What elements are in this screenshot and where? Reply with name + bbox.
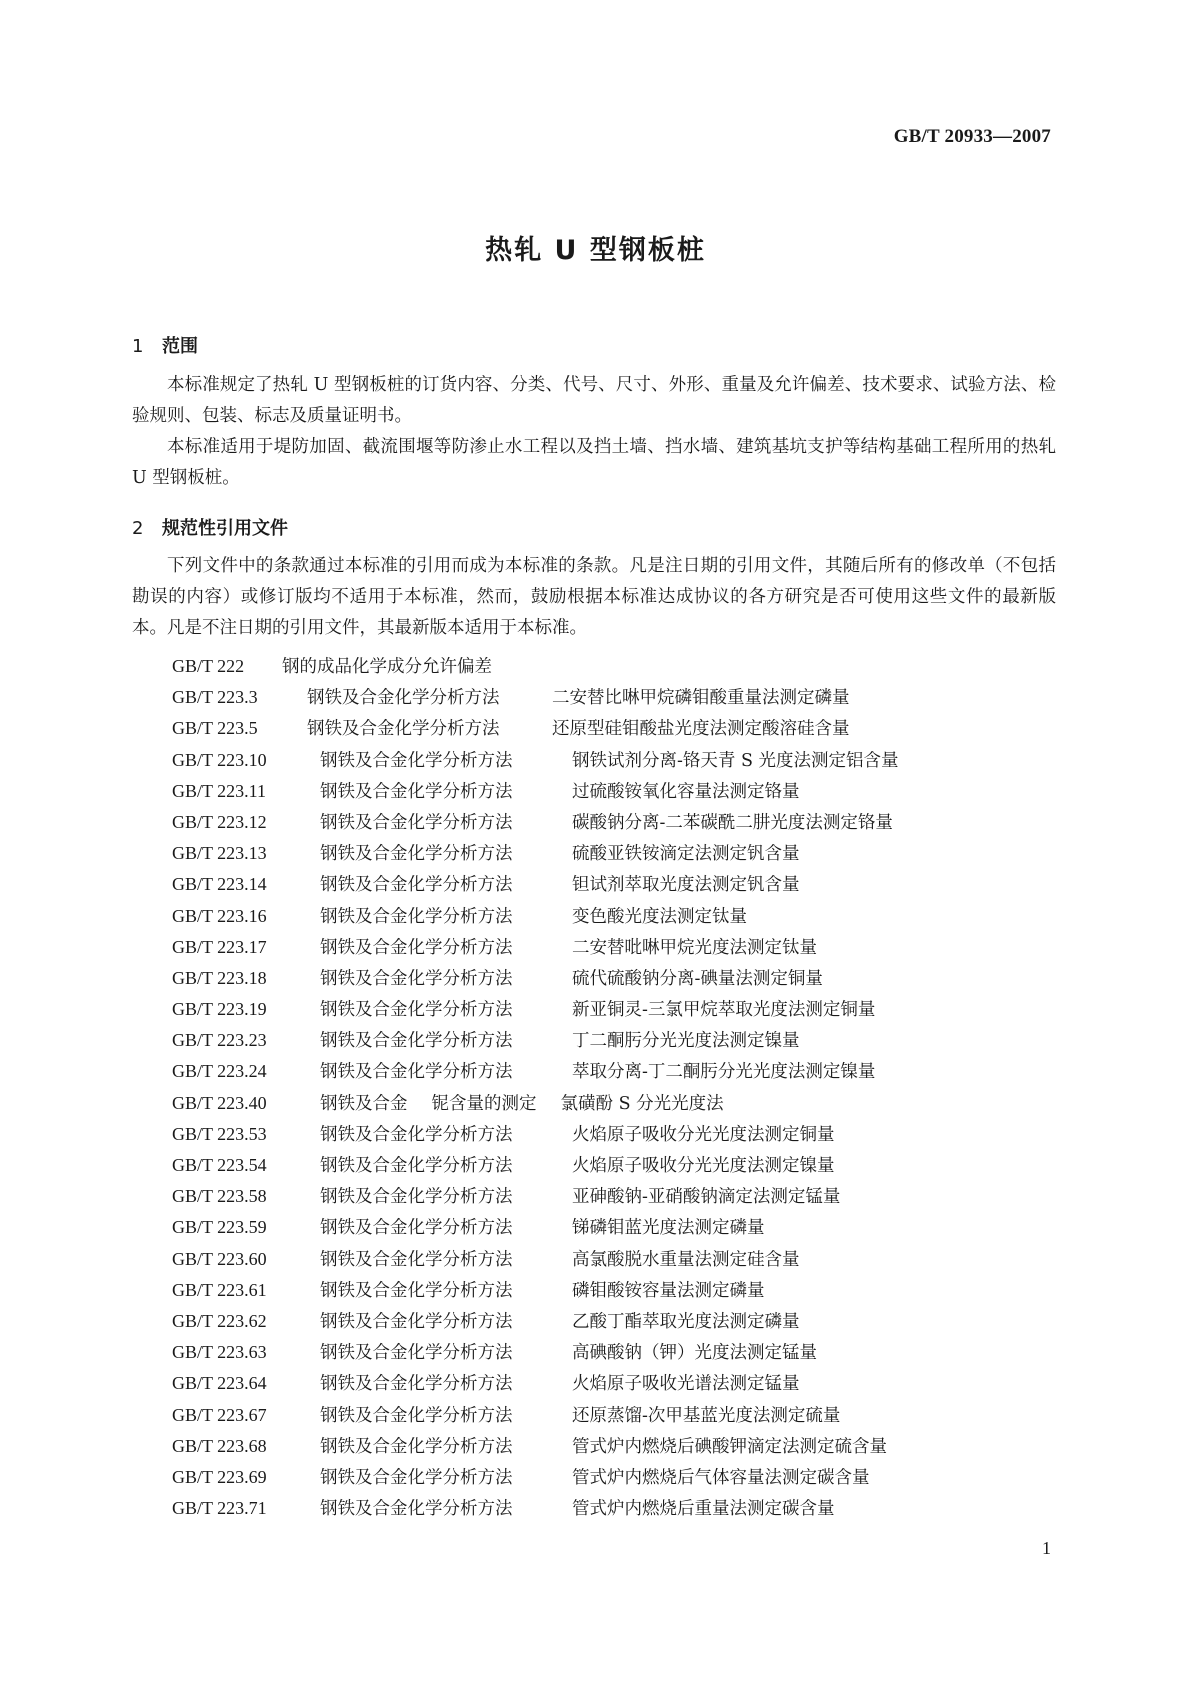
reference-item xyxy=(172,963,1052,994)
reference-subtitle: 管式炉内燃烧后气体容量法测定碳含量 xyxy=(572,1467,870,1488)
reference-code: GB/T 223.3 xyxy=(172,687,258,708)
reference-subtitle: 磷钼酸铵容量法测定磷量 xyxy=(572,1280,765,1301)
reference-subtitle: 硫代硫酸钠分离-碘量法测定铜量 xyxy=(572,968,823,989)
reference-mid-title: 铌含量的测定 xyxy=(431,1093,537,1114)
reference-title: 钢铁及合金化学分析方法 xyxy=(320,812,513,833)
reference-code: GB/T 223.16 xyxy=(172,905,267,926)
reference-item xyxy=(172,776,1052,807)
reference-item xyxy=(172,1212,1052,1243)
reference-item xyxy=(172,682,1052,713)
reference-title: 钢铁及合金化学分析方法 xyxy=(320,1156,513,1176)
reference-code: GB/T 223.69 xyxy=(172,1466,267,1487)
section-title: 规范性引用文件 xyxy=(162,518,288,539)
reference-title: 钢的成品化学成分允许偏差 xyxy=(282,657,492,677)
reference-title: 钢铁及合金 xyxy=(320,1093,408,1114)
reference-code: GB/T 223.63 xyxy=(172,1342,267,1363)
reference-item xyxy=(172,1462,1052,1493)
scope-paragraph-1: 本标准规定了热轧 U 型钢板桩的订货内容、分类、代号、尺寸、外形、重量及允许偏差、技术要求、试验方法、检验规则、包装、标志及质量证明书。 xyxy=(132,375,1056,426)
reference-code: GB/T 223.60 xyxy=(172,1248,267,1269)
reference-title: 钢铁及合金化学分析方法 xyxy=(307,688,500,709)
reference-title: 钢铁及合金化学分析方法 xyxy=(320,1031,513,1052)
reference-title: 钢铁及合金化学分析方法 xyxy=(320,1124,513,1145)
reference-subtitle: 亚砷酸钠-亚硝酸钠滴定法测定锰量 xyxy=(572,1187,841,1208)
reference-item xyxy=(172,838,1052,869)
reference-title: 钢铁及合金化学分析方法 xyxy=(320,750,513,771)
reference-item xyxy=(172,1493,1052,1524)
reference-code: GB/T 223.54 xyxy=(172,1155,267,1175)
reference-subtitle: 高碘酸钠（钾）光度法测定锰量 xyxy=(572,1343,817,1364)
reference-title: 钢铁及合金化学分析方法 xyxy=(320,1467,513,1488)
reference-title: 钢铁及合金化学分析方法 xyxy=(320,1062,513,1083)
reference-code: GB/T 223.61 xyxy=(172,1279,267,1300)
reference-code: GB/T 223.68 xyxy=(172,1435,267,1456)
reference-subtitle: 钽试剂萃取光度法测定钒含量 xyxy=(572,875,800,896)
reference-title: 钢铁及合金化学分析方法 xyxy=(320,968,513,989)
reference-subtitle: 管式炉内燃烧后碘酸钾滴定法测定硫含量 xyxy=(572,1436,887,1457)
reference-subtitle: 高氯酸脱水重量法测定硅含量 xyxy=(572,1249,800,1270)
reference-title: 钢铁及合金化学分析方法 xyxy=(320,937,513,958)
reference-code: GB/T 223.59 xyxy=(172,1217,267,1238)
reference-code: GB/T 223.62 xyxy=(172,1310,267,1331)
reference-subtitle: 火焰原子吸收分光光度法测定铜量 xyxy=(572,1124,835,1145)
reference-code: GB/T 223.71 xyxy=(172,1498,267,1519)
reference-subtitle: 火焰原子吸收光谱法测定锰量 xyxy=(572,1374,800,1395)
reference-subtitle: 钢铁试剂分离-铬天青 S 光度法测定铝含量 xyxy=(572,750,899,771)
reference-code: GB/T 223.14 xyxy=(172,874,267,895)
reference-item xyxy=(172,713,1052,744)
reference-subtitle: 二安替比啉甲烷磷钼酸重量法测定磷量 xyxy=(552,688,850,709)
reference-title: 钢铁及合金化学分析方法 xyxy=(320,1280,513,1301)
reference-title: 钢铁及合金化学分析方法 xyxy=(320,875,513,896)
reference-subtitle: 萃取分离-丁二酮肟分光光度法测定镍量 xyxy=(572,1062,876,1083)
reference-code: GB/T 223.10 xyxy=(172,749,267,770)
references-intro-paragraph: 下列文件中的条款通过本标准的引用而成为本标准的条款。凡是注日期的引用文件，其随后所有的修改单（不包括勘误的内容）或修订版均不适用于本标准，然而，鼓励根据本标准达成协议的各方研究是否可使用这些文件的最新版本。凡是不注日期的引用文件，其最新版本适用于本标准。 xyxy=(132,556,1056,638)
reference-item xyxy=(172,1088,1052,1119)
reference-subtitle: 锑磷钼蓝光度法测定磷量 xyxy=(572,1218,765,1239)
reference-code: GB/T 223.17 xyxy=(172,936,267,957)
reference-code: GB/T 223.19 xyxy=(172,999,267,1020)
reference-subtitle: 丁二酮肟分光光度法测定镍量 xyxy=(572,1031,800,1052)
reference-title: 钢铁及合金化学分析方法 xyxy=(320,1405,513,1426)
reference-subtitle: 还原蒸馏-次甲基蓝光度法测定硫量 xyxy=(572,1405,841,1426)
reference-item xyxy=(172,1431,1052,1462)
reference-title: 钢铁及合金化学分析方法 xyxy=(320,1436,513,1457)
reference-item xyxy=(172,1368,1052,1399)
reference-list xyxy=(172,651,1052,1524)
reference-code: GB/T 223.53 xyxy=(172,1123,267,1144)
reference-subtitle: 变色酸光度法测定钛量 xyxy=(572,906,747,927)
reference-subtitle: 硫酸亚铁铵滴定法测定钒含量 xyxy=(572,844,800,865)
reference-title: 钢铁及合金化学分析方法 xyxy=(320,1343,513,1364)
reference-item xyxy=(172,1244,1052,1275)
reference-item xyxy=(172,869,1052,900)
reference-code: GB/T 223.18 xyxy=(172,967,267,988)
reference-title: 钢铁及合金化学分析方法 xyxy=(320,1374,513,1395)
reference-item xyxy=(172,1337,1052,1368)
reference-item xyxy=(172,1275,1052,1306)
reference-code: GB/T 223.11 xyxy=(172,780,267,801)
standard-code: GB/T 20933—2007 xyxy=(893,126,1051,147)
reference-item xyxy=(172,932,1052,963)
reference-item xyxy=(172,1119,1052,1150)
reference-code: GB/T 223.13 xyxy=(172,843,267,864)
section-heading-normative-references xyxy=(132,514,288,540)
reference-title: 钢铁及合金化学分析方法 xyxy=(320,1311,513,1332)
scope-paragraph-2: 本标准适用于堤防加固、截流围堰等防渗止水工程以及挡土墙、挡水墙、建筑基坑支护等结构基础工程所用的热轧 U 型钢板桩。 xyxy=(132,437,1056,488)
reference-subtitle: 火焰原子吸收分光光度法测定镍量 xyxy=(572,1156,835,1176)
reference-code: GB/T 223.23 xyxy=(172,1030,267,1051)
reference-item xyxy=(172,1150,1052,1181)
section-title: 范围 xyxy=(162,336,198,357)
reference-subtitle: 过硫酸铵氧化容量法测定铬量 xyxy=(572,781,800,802)
reference-item xyxy=(172,1400,1052,1431)
reference-item xyxy=(172,1306,1052,1337)
reference-item xyxy=(172,745,1052,776)
section-number: 1 xyxy=(132,336,144,357)
reference-subtitle: 二安替吡啉甲烷光度法测定钛量 xyxy=(572,937,817,958)
reference-code: GB/T 223.67 xyxy=(172,1404,267,1425)
reference-code: GB/T 223.64 xyxy=(172,1373,267,1394)
reference-subtitle: 氯磺酚 S 分光光度法 xyxy=(560,1093,724,1114)
reference-subtitle: 新亚铜灵-三氯甲烷萃取光度法测定铜量 xyxy=(572,1000,876,1021)
reference-code: GB/T 223.58 xyxy=(172,1186,267,1207)
reference-subtitle: 还原型硅钼酸盐光度法测定酸溶硅含量 xyxy=(552,719,850,740)
reference-item xyxy=(172,807,1052,838)
reference-subtitle: 乙酸丁酯萃取光度法测定磷量 xyxy=(572,1311,800,1332)
page-number: 1 xyxy=(1042,1538,1051,1558)
reference-code: GB/T 223.5 xyxy=(172,718,258,739)
reference-title: 钢铁及合金化学分析方法 xyxy=(320,1499,513,1520)
reference-item xyxy=(172,1025,1052,1056)
document-title: 热轧 U 型钢板桩 xyxy=(485,235,706,266)
reference-subtitle: 管式炉内燃烧后重量法测定碳含量 xyxy=(572,1499,835,1520)
reference-item xyxy=(172,1056,1052,1087)
reference-item xyxy=(172,1181,1052,1212)
reference-code: GB/T 223.40 xyxy=(172,1092,267,1113)
reference-title: 钢铁及合金化学分析方法 xyxy=(320,844,513,865)
reference-title: 钢铁及合金化学分析方法 xyxy=(307,719,500,740)
reference-title: 钢铁及合金化学分析方法 xyxy=(320,781,513,802)
reference-code: GB/T 222 xyxy=(172,656,245,676)
reference-title: 钢铁及合金化学分析方法 xyxy=(320,906,513,927)
section-heading-scope xyxy=(132,332,198,358)
reference-title: 钢铁及合金化学分析方法 xyxy=(320,1187,513,1208)
reference-code: GB/T 223.24 xyxy=(172,1061,267,1082)
reference-title: 钢铁及合金化学分析方法 xyxy=(320,1218,513,1239)
reference-item xyxy=(172,901,1052,932)
reference-title: 钢铁及合金化学分析方法 xyxy=(320,1249,513,1270)
reference-item xyxy=(172,651,1052,682)
reference-subtitle: 碳酸钠分离-二苯碳酰二肼光度法测定铬量 xyxy=(572,812,893,833)
reference-code: GB/T 223.12 xyxy=(172,811,267,832)
reference-item xyxy=(172,994,1052,1025)
section-number: 2 xyxy=(132,518,144,539)
reference-title: 钢铁及合金化学分析方法 xyxy=(320,1000,513,1021)
